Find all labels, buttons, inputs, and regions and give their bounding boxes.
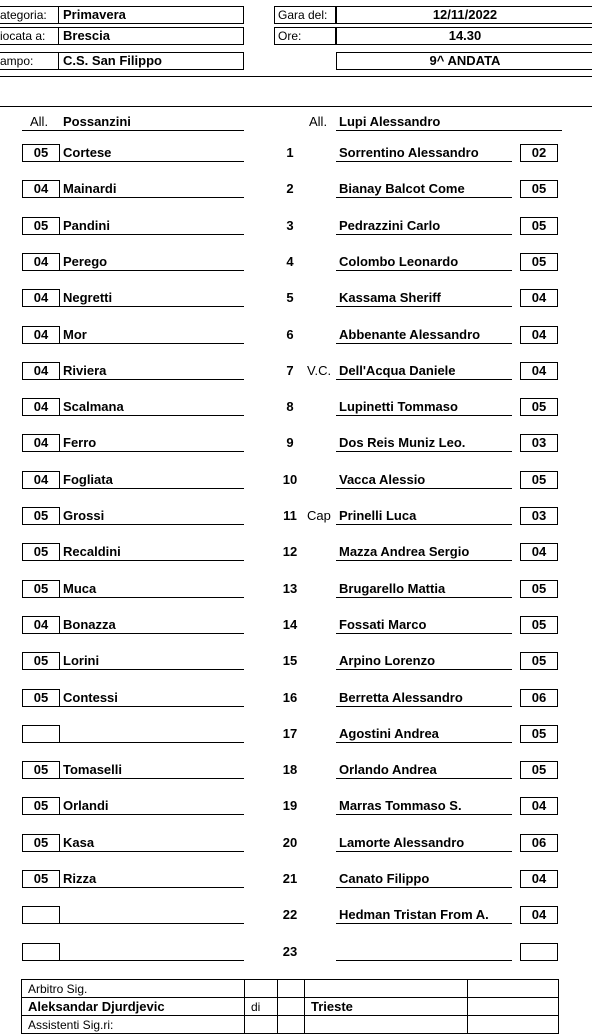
right-player-name: Kassama Sheriff [339, 290, 441, 305]
right-player-name: Abbenante Alessandro [339, 327, 481, 342]
right-player-name: Lamorte Alessandro [339, 835, 465, 850]
right-player-number: 02 [520, 144, 558, 162]
right-player-name: Lupinetti Tommaso [339, 399, 458, 414]
match-date-value: 12/11/2022 [432, 7, 498, 22]
right-player-name: Agostini Andrea [339, 726, 439, 741]
right-player-number: 05 [520, 253, 558, 271]
left-player-name: Grossi [63, 508, 105, 523]
right-player-number: 04 [520, 326, 558, 344]
left-player-name: Kasa [63, 835, 95, 850]
left-player-name: Cortese [63, 145, 112, 160]
right-player-number: 05 [520, 652, 558, 670]
shirt-number: 16 [282, 690, 298, 705]
shirt-number: 11 [283, 508, 297, 523]
round-value: 9^ ANDATA [429, 53, 501, 68]
right-player-number: 06 [520, 689, 558, 707]
left-player-number: 04 [22, 180, 60, 198]
right-player-name: Colombo Leonardo [339, 254, 459, 269]
shirt-number: 20 [282, 835, 298, 850]
time-label: Ore: [278, 29, 302, 43]
referee-table [21, 979, 559, 1034]
left-player-name: Mainardi [63, 181, 117, 196]
left-player-name: Bonazza [63, 617, 116, 632]
left-player-number: 05 [22, 507, 60, 525]
match-date-label: Gara del: [278, 8, 328, 22]
left-player-name: Rizza [63, 871, 97, 886]
header-divider [0, 76, 592, 77]
right-player-number: 04 [520, 289, 558, 307]
left-player-name: Riviera [63, 363, 107, 378]
right-player-name: Mazza Andrea Sergio [339, 544, 470, 559]
right-player-number [520, 943, 558, 961]
left-coach-label: All. [30, 114, 49, 129]
referee-of-label: di [245, 998, 278, 1016]
left-player-name: Orlandi [63, 798, 109, 813]
left-player-name: Mor [63, 327, 87, 342]
left-player-number: 05 [22, 543, 60, 561]
right-player-name: Arpino Lorenzo [339, 653, 436, 668]
left-player-name: Recaldini [63, 544, 121, 559]
right-player-name: Canato Filippo [339, 871, 430, 886]
right-player-number: 05 [520, 398, 558, 416]
left-player-name: Muca [63, 581, 97, 596]
left-player-number: 04 [22, 289, 60, 307]
shirt-number: 6 [286, 327, 294, 342]
right-player-name: Fossati Marco [339, 617, 427, 632]
left-player-number: 05 [22, 870, 60, 888]
header-divider-bottom [0, 106, 592, 107]
shirt-number: 10 [282, 472, 298, 487]
left-player-number: 04 [22, 434, 60, 452]
field-label: ampo: [0, 54, 34, 68]
shirt-number: 17 [282, 726, 298, 741]
shirt-number: 13 [282, 581, 298, 596]
shirt-number: 3 [286, 218, 294, 233]
shirt-number: 14 [282, 617, 298, 632]
right-player-name: Prinelli Luca [339, 508, 417, 523]
left-player-number: 04 [22, 471, 60, 489]
right-player-name: Vacca Alessio [339, 472, 426, 487]
right-player-number: 03 [520, 507, 558, 525]
assistants-label: Assistenti Sig.ri: [22, 1016, 245, 1034]
right-player-number: 04 [520, 906, 558, 924]
right-player-name: Brugarello Mattia [339, 581, 446, 596]
right-player-name: Pedrazzini Carlo [339, 218, 441, 233]
left-player-number: 04 [22, 398, 60, 416]
category-value: Primavera [63, 7, 126, 22]
left-player-number: 05 [22, 689, 60, 707]
left-player-number: 05 [22, 217, 60, 235]
category-label: ategoria: [0, 8, 47, 22]
shirt-number: 7 [286, 363, 294, 378]
referee-city: Trieste [305, 998, 468, 1016]
field-value: C.S. San Filippo [63, 53, 162, 68]
shirt-number: 1 [286, 145, 294, 160]
left-player-name: Tomaselli [63, 762, 123, 777]
left-player-number: 05 [22, 761, 60, 779]
left-player-name: Fogliata [63, 472, 113, 487]
left-player-name: Perego [63, 254, 108, 269]
shirt-number: 18 [282, 762, 298, 777]
shirt-number: 2 [286, 181, 294, 196]
shirt-number: 15 [282, 653, 298, 668]
referee-name: Aleksandar Djurdjevic [22, 998, 245, 1016]
right-player-name: Sorrentino Alessandro [339, 145, 479, 160]
right-player-number: 05 [520, 471, 558, 489]
left-player-name: Lorini [63, 653, 100, 668]
left-player-name: Contessi [63, 690, 118, 705]
left-player-number: 05 [22, 652, 60, 670]
right-player-number: 04 [520, 870, 558, 888]
left-player-name: Negretti [63, 290, 113, 305]
left-player-name: Ferro [63, 435, 97, 450]
left-player-name: Pandini [63, 218, 110, 233]
right-coach-label: All. [309, 114, 328, 129]
shirt-number: 19 [282, 798, 298, 813]
right-player-number: 05 [520, 217, 558, 235]
left-coach-name: Possanzini [63, 114, 131, 129]
played-at-value: Brescia [63, 28, 110, 43]
shirt-number: 12 [282, 544, 298, 559]
right-player-name: Dell'Acqua Daniele [339, 363, 456, 378]
left-player-number: 04 [22, 616, 60, 634]
right-player-number: 04 [520, 362, 558, 380]
right-player-number: 05 [520, 616, 558, 634]
left-player-number: 04 [22, 362, 60, 380]
right-player-name: Berretta Alessandro [339, 690, 463, 705]
shirt-number: 23 [282, 944, 298, 959]
shirt-number: 21 [282, 871, 298, 886]
player-role: Cap [307, 508, 331, 523]
right-player-number: 03 [520, 434, 558, 452]
right-player-number: 04 [520, 797, 558, 815]
shirt-number: 22 [282, 907, 298, 922]
right-player-number: 05 [520, 761, 558, 779]
left-player-number: 05 [22, 580, 60, 598]
left-player-number: 04 [22, 326, 60, 344]
right-player-name: Dos Reis Muniz Leo. [339, 435, 466, 450]
played-at-label: iocata a: [0, 29, 46, 43]
right-player-name: Hedman Tristan From A. [339, 907, 489, 922]
right-player-name: Bianay Balcot Come [339, 181, 465, 196]
right-player-number: 05 [520, 725, 558, 743]
left-player-number: 04 [22, 253, 60, 271]
time-value: 14.30 [448, 28, 482, 43]
right-player-number: 04 [520, 543, 558, 561]
left-player-number [22, 906, 60, 924]
referee-label: Arbitro Sig. [22, 980, 245, 998]
player-role: V.C. [307, 363, 332, 378]
right-player-number: 06 [520, 834, 558, 852]
left-player-number [22, 725, 60, 743]
right-player-name: Orlando Andrea [339, 762, 437, 777]
shirt-number: 8 [286, 399, 294, 414]
right-player-number: 05 [520, 180, 558, 198]
left-player-number: 05 [22, 834, 60, 852]
right-player-name: Marras Tommaso S. [339, 798, 462, 813]
left-player-number: 05 [22, 144, 60, 162]
left-player-name: Scalmana [63, 399, 124, 414]
left-player-number [22, 943, 60, 961]
right-coach-name: Lupi Alessandro [339, 114, 441, 129]
shirt-number: 9 [286, 435, 294, 450]
left-player-number: 05 [22, 797, 60, 815]
right-player-number: 05 [520, 580, 558, 598]
shirt-number: 4 [286, 254, 294, 269]
shirt-number: 5 [286, 290, 294, 305]
